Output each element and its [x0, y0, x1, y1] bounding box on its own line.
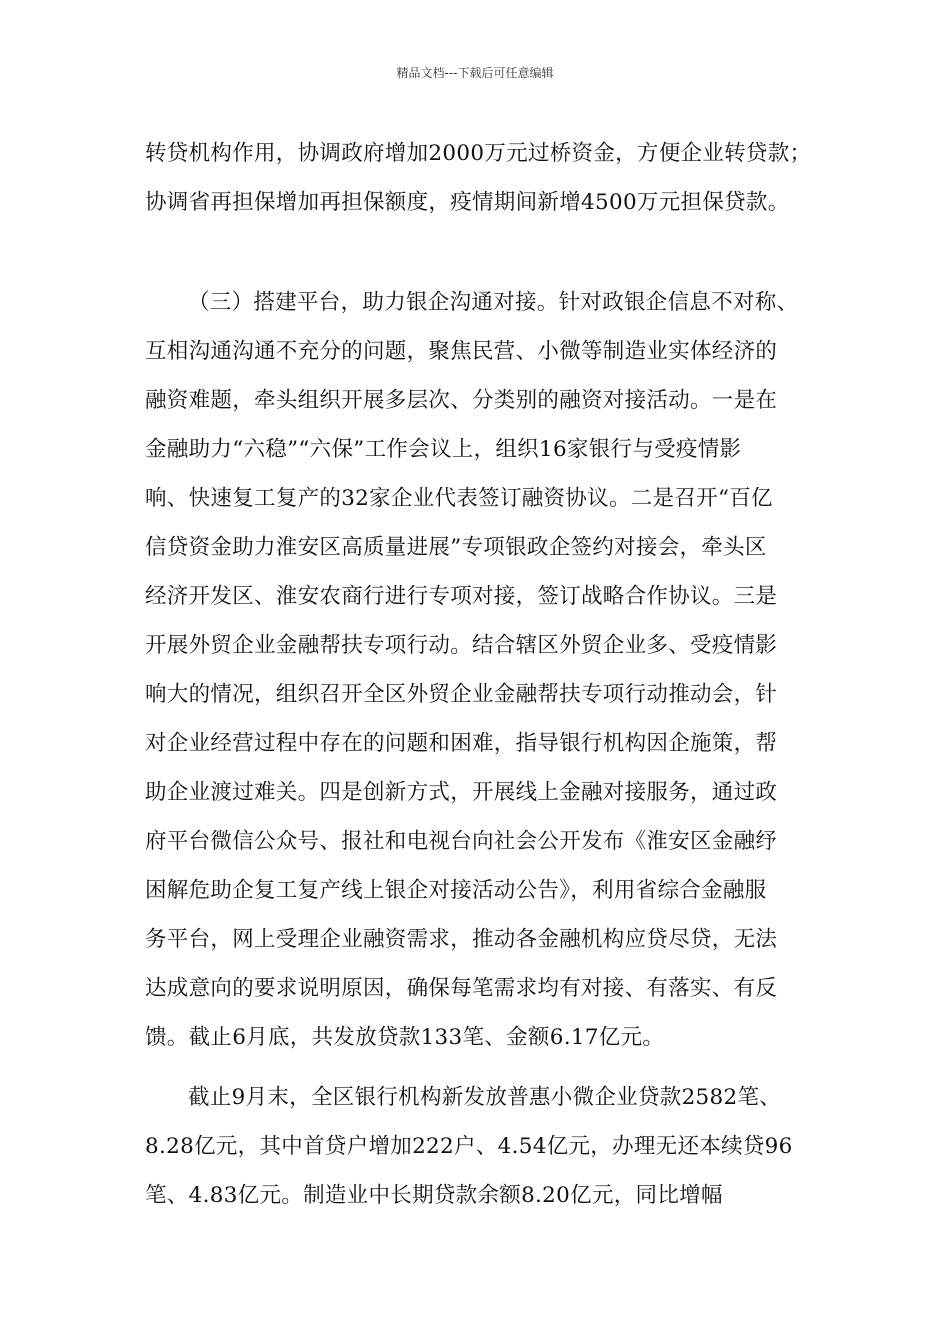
text-line: 8.28亿元，其中首贷户增加222户、4.54亿元，办理无还本续贷96	[145, 1134, 793, 1159]
page-header: 精品文档---下载后可任意编辑	[396, 66, 554, 80]
text-line: 经济开发区、淮安农商行进行专项对接，签订战略合作协议。三是	[145, 584, 778, 609]
text-line: 互相沟通沟通不充分的问题，聚焦民营、小微等制造业实体经济的	[145, 339, 778, 364]
text-line: 响、快速复工复产的32家企业代表签订融资协议。二是召开“百亿	[145, 486, 773, 511]
text-line: 协调省再担保增加再担保额度，疫情期间新增4500万元担保贷款。	[145, 190, 790, 215]
text-line: 金融助力“六稳”“六保”工作会议上，组织16家银行与受疫情影	[145, 437, 742, 462]
paragraph-continuation	[145, 129, 825, 227]
text-line: 达成意向的要求说明原因，确保每笔需求均有对接、有落实、有反	[145, 976, 778, 1001]
text-line: 信贷资金助力淮安区高质量进展”专项银政企签约对接会，牵头区	[145, 535, 767, 560]
text-line: 开展外贸企业金融帮扶专项行动。结合辖区外贸企业多、受疫情影	[145, 633, 778, 658]
text-line: 助企业渡过难关。四是创新方式，开展线上金融对接服务，通过政	[145, 780, 778, 805]
text-line: 对企业经营过程中存在的问题和困难，指导银行机构因企施策，帮	[145, 731, 778, 756]
text-line: 府平台微信公众号、报社和电视台向社会公开发布《淮安区金融纾	[145, 829, 778, 854]
text-line: 困解危助企复工复产线上银企对接活动公告》，利用省综合金融服	[145, 878, 767, 903]
paragraph-statistics	[145, 1073, 825, 1220]
text-line: 笔、4.83亿元。制造业中长期贷款余额8.20亿元，同比增幅	[145, 1183, 723, 1208]
text-line: 融资难题，牵头组织开展多层次、分类别的融资对接活动。一是在	[145, 388, 778, 413]
text-line: 务平台，网上受理企业融资需求，推动各金融机构应贷尽贷，无法	[145, 927, 778, 952]
text-line: 截止9月末，全区银行机构新发放普惠小微企业贷款2582笔、	[188, 1085, 782, 1110]
paragraph-platform	[145, 278, 825, 1062]
text-line: 馈。截止6月底，共发放贷款133笔、金额6.17亿元。	[145, 1025, 665, 1050]
text-line: 转贷机构作用，协调政府增加2000万元过桥资金，方便企业转贷款；	[145, 141, 812, 166]
text-line: 响大的情况，组织召开全区外贸企业金融帮扶专项行动推动会，针	[145, 682, 778, 707]
text-line: （三）搭建平台，助力银企沟通对接。针对政银企信息不对称、	[188, 290, 799, 315]
